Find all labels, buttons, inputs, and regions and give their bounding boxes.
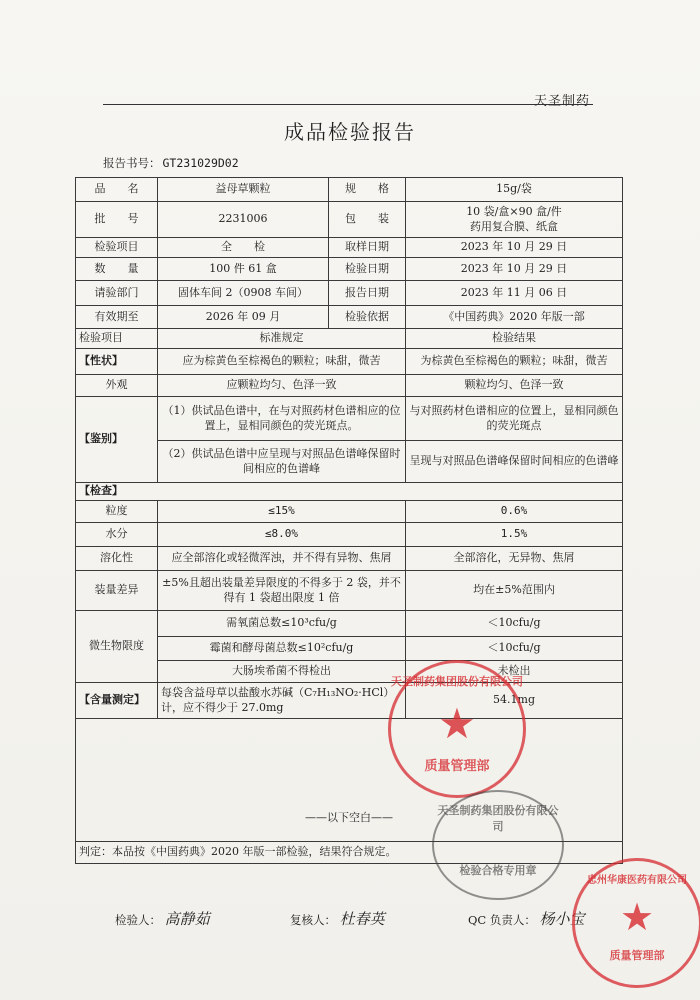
fill-variation-result: 均在±5%范围内 — [406, 571, 623, 611]
identification-result-2: 呈现与对照品色谱峰保留时间相应的色谱峰 — [406, 441, 623, 483]
product-name: 益母草颗粒 — [158, 178, 329, 202]
inspector-signature — [115, 908, 210, 929]
dept-label: 请验部门 — [76, 281, 158, 306]
inspector-label: 检验人： — [115, 913, 161, 927]
conclusion: 判定：本品按《中国药典》2020 年版一部检验，结果符合规定。 — [76, 842, 623, 864]
moisture-label: 水分 — [76, 523, 158, 547]
microbial-label: 微生物限度 — [76, 611, 158, 683]
results-item-header: 检验项目 — [76, 329, 158, 349]
qc-label: QC 负责人： — [468, 913, 536, 927]
quantity-label: 数 量 — [76, 258, 158, 281]
table-row — [76, 306, 623, 329]
table-row — [76, 375, 623, 397]
package-line-1: 10 袋/盒×90 盒/件 — [466, 205, 562, 219]
appearance-result: 颗粒均匀、色泽一致 — [406, 375, 623, 397]
star-icon: ★ — [619, 895, 655, 939]
document-title: 成品检验报告 — [284, 120, 416, 144]
identification-label: 【鉴别】 — [76, 397, 158, 483]
appearance-label: 外观 — [76, 375, 158, 397]
table-row — [76, 683, 623, 719]
traits-label: 【性状】 — [76, 349, 158, 375]
granularity-standard: ≤15% — [158, 501, 406, 523]
table-row — [76, 483, 623, 501]
table-row — [76, 397, 623, 441]
grey-stamp-center-text: 检验合格专用章 — [459, 864, 537, 877]
test-item-value: 全 检 — [158, 238, 329, 258]
table-row — [76, 547, 623, 571]
expiry-label: 有效期至 — [76, 306, 158, 329]
dept-value: 固体车间 2（0908 车间） — [158, 281, 329, 306]
corner-stamp-center-text: 质量管理部 — [609, 949, 665, 962]
microbial-standard-3: 大肠埃希菌不得检出 — [158, 661, 406, 683]
report-date-value: 2023 年 11 月 06 日 — [406, 281, 623, 306]
corner-stamp-ring-text: 忠州华康医药有限公司 — [587, 875, 687, 886]
fill-variation-standard: ±5%且超出装量差异限度的不得多于 2 袋，并不得有 1 袋超出限度 1 倍 — [158, 571, 406, 611]
reviewer-name: 杜春英 — [339, 910, 385, 928]
assay-result: 54.1mg — [406, 683, 623, 719]
sample-date-label: 取样日期 — [329, 238, 406, 258]
table-row — [76, 501, 623, 523]
report-number — [103, 155, 239, 171]
package-label: 包 装 — [329, 202, 406, 238]
inspector-name: 高静茹 — [164, 910, 210, 928]
solubility-standard: 应全部溶化或轻微浑浊，并不得有异物、焦屑 — [158, 547, 406, 571]
table-row — [76, 611, 623, 637]
assay-standard: 每袋含益母草以盐酸水苏碱（C₇H₁₃NO₂·HCl）计，应不得少于 27.0mg — [158, 683, 406, 719]
granularity-label: 粒度 — [76, 501, 158, 523]
name-label: 品 名 — [76, 178, 158, 202]
table-row — [76, 571, 623, 611]
microbial-standard-2: 霉菌和酵母菌总数≤10²cfu/g — [158, 637, 406, 661]
qc-name: 杨小宝 — [539, 910, 585, 928]
moisture-standard: ≤8.0% — [158, 523, 406, 547]
spec-value: 15g/袋 — [406, 178, 623, 202]
table-row — [76, 329, 623, 349]
microbial-result-2: ＜10cfu/g — [406, 637, 623, 661]
corner-company-stamp — [572, 858, 700, 988]
results-standard-header: 标准规定 — [158, 329, 406, 349]
batch-value: 2231006 — [158, 202, 329, 238]
reviewer-label: 复核人： — [290, 913, 336, 927]
company-name: 天圣制药 — [533, 94, 590, 109]
report-number-label: 报告书号： — [103, 156, 161, 170]
reviewer-signature — [290, 908, 385, 929]
star-icon: ★ — [438, 699, 476, 748]
solubility-label: 溶化性 — [76, 547, 158, 571]
package-line-2: 药用复合膜、纸盒 — [470, 219, 558, 233]
table-row — [76, 523, 623, 547]
expiry-value: 2026 年 09 月 — [158, 306, 329, 329]
identification-result-1: 与对照药材色谱相应的位置上，显相同颜色的荧光斑点 — [406, 397, 623, 441]
microbial-result-1: ＜10cfu/g — [406, 611, 623, 637]
spec-label: 规 格 — [329, 178, 406, 202]
stamp-center-text: 质量管理部 — [424, 759, 490, 774]
solubility-result: 全部溶化，无异物、焦屑 — [406, 547, 623, 571]
basis-label: 检验依据 — [329, 306, 406, 329]
table-row — [76, 202, 623, 238]
sample-date-value: 2023 年 10 月 29 日 — [406, 238, 623, 258]
appearance-standard: 应颗粒均匀、色泽一致 — [158, 375, 406, 397]
table-row — [76, 661, 623, 683]
microbial-standard-1: 需氧菌总数≤10³cfu/g — [158, 611, 406, 637]
inspection-section-label: 【检查】 — [76, 483, 623, 501]
traits-standard: 应为棕黄色至棕褐色的颗粒；味甜，微苦 — [158, 349, 406, 375]
identification-standard-2: （2）供试品色谱中应呈现与对照品色谱峰保留时间相应的色谱峰 — [158, 441, 406, 483]
inspection-pass-stamp — [432, 790, 564, 900]
batch-label: 批 号 — [76, 202, 158, 238]
test-item-label: 检验项目 — [76, 238, 158, 258]
microbial-result-3: 未检出 — [406, 661, 623, 683]
report-date-label: 报告日期 — [329, 281, 406, 306]
moisture-result: 1.5% — [406, 523, 623, 547]
header-rule — [103, 104, 593, 105]
table-row — [76, 637, 623, 661]
end-of-content-mark: ——以下空白—— — [305, 810, 393, 824]
table-row — [76, 441, 623, 483]
grey-stamp-ring-text: 天圣制药集团股份有限公司 — [437, 804, 559, 833]
table-row — [76, 258, 623, 281]
stamp-ring-text: 天圣制药集团股份有限公司 — [391, 675, 523, 688]
package-value — [406, 202, 623, 238]
assay-label: 【含量测定】 — [76, 683, 158, 719]
report-number-value: GT231029D02 — [162, 156, 239, 170]
table-row — [76, 281, 623, 306]
granularity-result: 0.6% — [406, 501, 623, 523]
table-row — [76, 349, 623, 375]
identification-standard-1: （1）供试品色谱中，在与对照药材色谱相应的位置上，显相同颜色的荧光斑点。 — [158, 397, 406, 441]
qc-signature — [468, 908, 585, 929]
quantity-value: 100 件 61 盒 — [158, 258, 329, 281]
fill-variation-label: 装量差异 — [76, 571, 158, 611]
basis-value: 《中国药典》2020 年版一部 — [406, 306, 623, 329]
test-date-value: 2023 年 10 月 29 日 — [406, 258, 623, 281]
table-row — [76, 178, 623, 202]
test-date-label: 检验日期 — [329, 258, 406, 281]
quality-department-stamp — [388, 660, 526, 798]
inspection-table — [75, 177, 623, 864]
table-row — [76, 238, 623, 258]
traits-result: 为棕黄色至棕褐色的颗粒；味甜，微苦 — [406, 349, 623, 375]
results-result-header: 检验结果 — [406, 329, 623, 349]
